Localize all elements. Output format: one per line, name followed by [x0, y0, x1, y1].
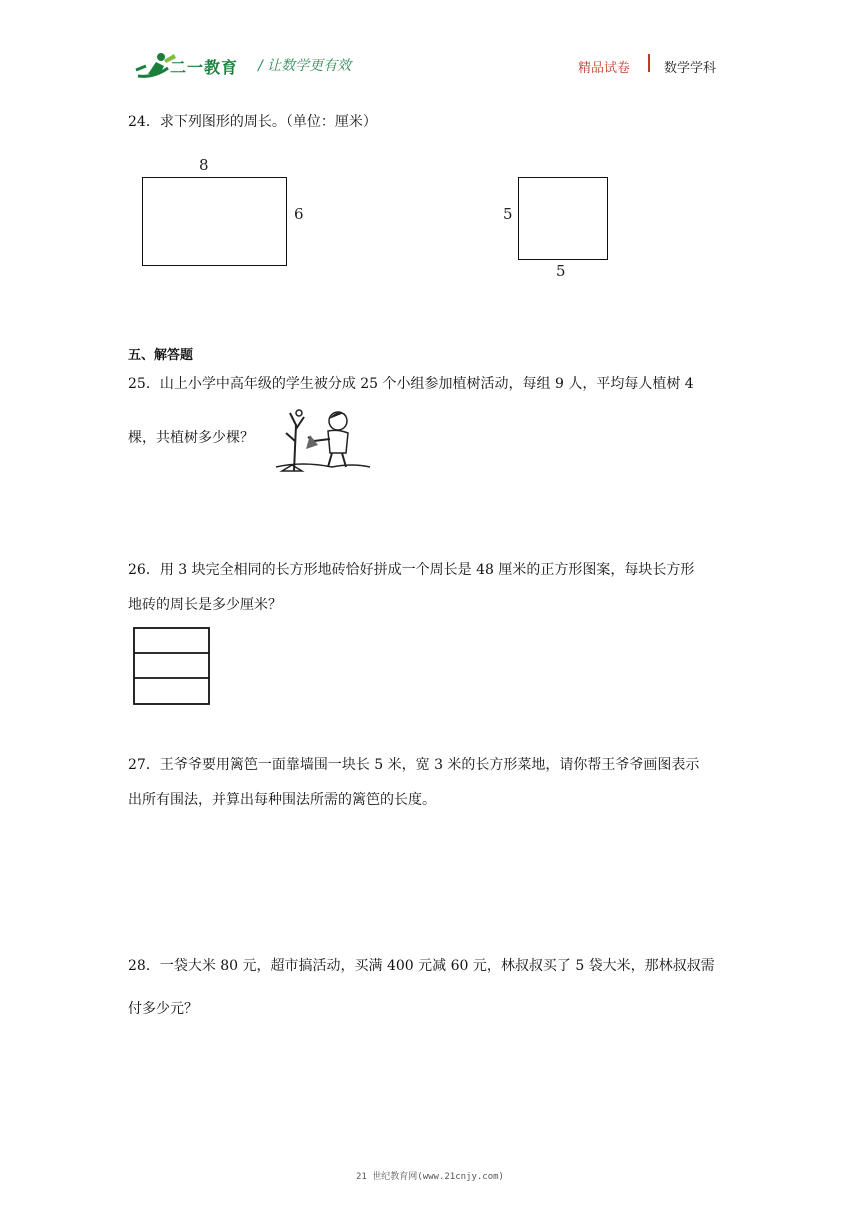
- boy-planting-tree-icon: [272, 405, 372, 477]
- question-26-line2: 地砖的周长是多少厘米？: [128, 597, 282, 613]
- header-tag-subject: 数学学科: [664, 61, 717, 76]
- question-24-text: 24．求下列图形的周长。（单位：厘米）: [128, 114, 377, 130]
- header-slogan: / 让数学更有效: [258, 58, 352, 74]
- page-footer: 21 世纪教育网(www.21cnjy.com): [356, 1172, 504, 1182]
- question-25-line1: 25．山上小学中高年级的学生被分成 25 个小组参加植树活动，每组 9 人，平均每人植树 4: [128, 376, 694, 392]
- question-27-line1: 27．王爷爷要用篱笆一面靠墙围一块长 5 米，宽 3 米的长方形菜地，请你帮王爷爷画图表示: [128, 757, 700, 773]
- question-26-line1: 26．用 3 块完全相同的长方形地砖恰好拼成一个周长是 48 厘米的正方形图案，每块长方形: [128, 562, 695, 578]
- rect-top-label: 8: [199, 156, 209, 174]
- question-27-line2: 出所有围法，并算出每种围法所需的篱笆的长度。: [128, 792, 436, 808]
- question-28-line1: 28．一袋大米 80 元，超市搞活动，买满 400 元减 60 元，林叔叔买了 5 袋大米，那林叔叔需: [128, 958, 715, 974]
- header-separator: [648, 54, 650, 72]
- logo-text: 二一教育: [170, 58, 239, 77]
- question-25-line2: 棵，共植树多少棵？: [128, 430, 254, 446]
- q24-square-figure: [518, 177, 608, 260]
- q24-rectangle-figure: [142, 177, 287, 266]
- header-tag-quality: 精品试卷: [578, 61, 631, 76]
- rect-right-label: 6: [294, 205, 304, 223]
- question-28-line2: 付多少元？: [128, 1001, 198, 1017]
- square-bottom-label: 5: [556, 262, 566, 280]
- section-5-title: 五、解答题: [128, 348, 194, 363]
- square-left-label: 5: [503, 205, 513, 223]
- q26-three-tiles-figure: [133, 627, 213, 707]
